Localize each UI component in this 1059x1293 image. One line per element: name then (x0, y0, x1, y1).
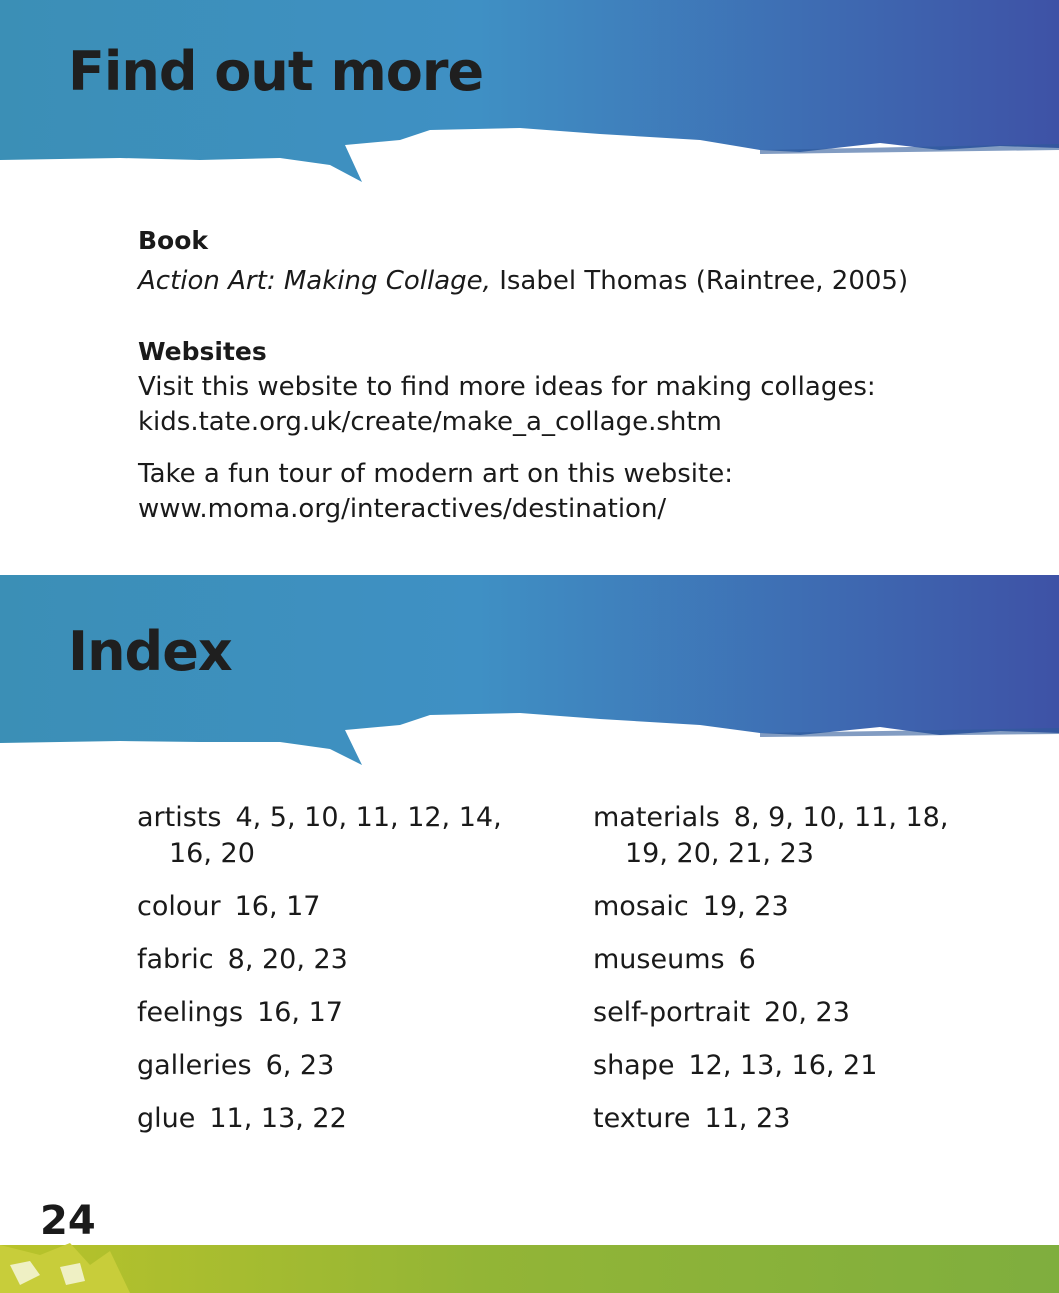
index-term: self-portrait (593, 997, 751, 1028)
index-term: colour (137, 891, 221, 922)
index-pages: 4, 5, 10, 11, 12, 14, 16, 20 (169, 802, 502, 869)
index-pages: 20, 23 (764, 997, 850, 1028)
index-term: fabric (137, 944, 214, 975)
index-entry (593, 800, 993, 872)
index-pages: 12, 13, 16, 21 (688, 1050, 878, 1081)
footer-band (0, 1245, 1059, 1293)
index-entry (593, 942, 993, 978)
index-entry (593, 1048, 993, 1084)
book-title: Action Art: Making Collage, (138, 266, 491, 296)
index-term: materials (593, 802, 720, 833)
book-label: Book (138, 226, 209, 255)
index-entry (137, 889, 537, 925)
index-term: museums (593, 944, 725, 975)
book-reference (138, 266, 908, 296)
index-entry (593, 889, 993, 925)
index-pages: 16, 17 (234, 891, 321, 922)
index-right-column (593, 800, 993, 1154)
index-entry (137, 942, 537, 978)
index-pages: 8, 20, 23 (227, 944, 348, 975)
website-url-tate[interactable]: kids.tate.org.uk/create/make_a_collage.shtm (138, 407, 722, 437)
index-term: mosaic (593, 891, 689, 922)
index-heading: Index (68, 620, 232, 683)
index-entry (137, 995, 537, 1031)
book-details: Isabel Thomas (Raintree, 2005) (490, 266, 909, 296)
index-term: texture (593, 1103, 691, 1134)
index-term: feelings (137, 997, 244, 1028)
website-intro-2: Take a fun tour of modern art on this website: (138, 459, 733, 489)
index-entry (593, 995, 993, 1031)
index-pages: 6 (738, 944, 756, 975)
index-pages: 16, 17 (257, 997, 343, 1028)
websites-label: Websites (138, 337, 267, 366)
website-url-moma[interactable]: www.moma.org/interactives/destination/ (138, 494, 667, 524)
index-pages: 19, 23 (702, 891, 789, 922)
find-out-more-heading: Find out more (68, 40, 484, 103)
index-pages: 6, 23 (265, 1050, 335, 1081)
website-intro-1: Visit this website to find more ideas for making collages: (138, 372, 876, 402)
index-pages: 11, 13, 22 (209, 1103, 347, 1134)
index-term: shape (593, 1050, 675, 1081)
index-pages: 11, 23 (704, 1103, 791, 1134)
index-entry (137, 800, 537, 872)
index-entry (137, 1101, 537, 1137)
index-term: galleries (137, 1050, 252, 1081)
index-term: artists (137, 802, 222, 833)
index-pages: 8, 9, 10, 11, 18, 19, 20, 21, 23 (625, 802, 949, 869)
index-left-column (137, 800, 537, 1154)
index-entry (593, 1101, 993, 1137)
page-number: 24 (40, 1198, 96, 1244)
index-entry (137, 1048, 537, 1084)
index-term: glue (137, 1103, 196, 1134)
